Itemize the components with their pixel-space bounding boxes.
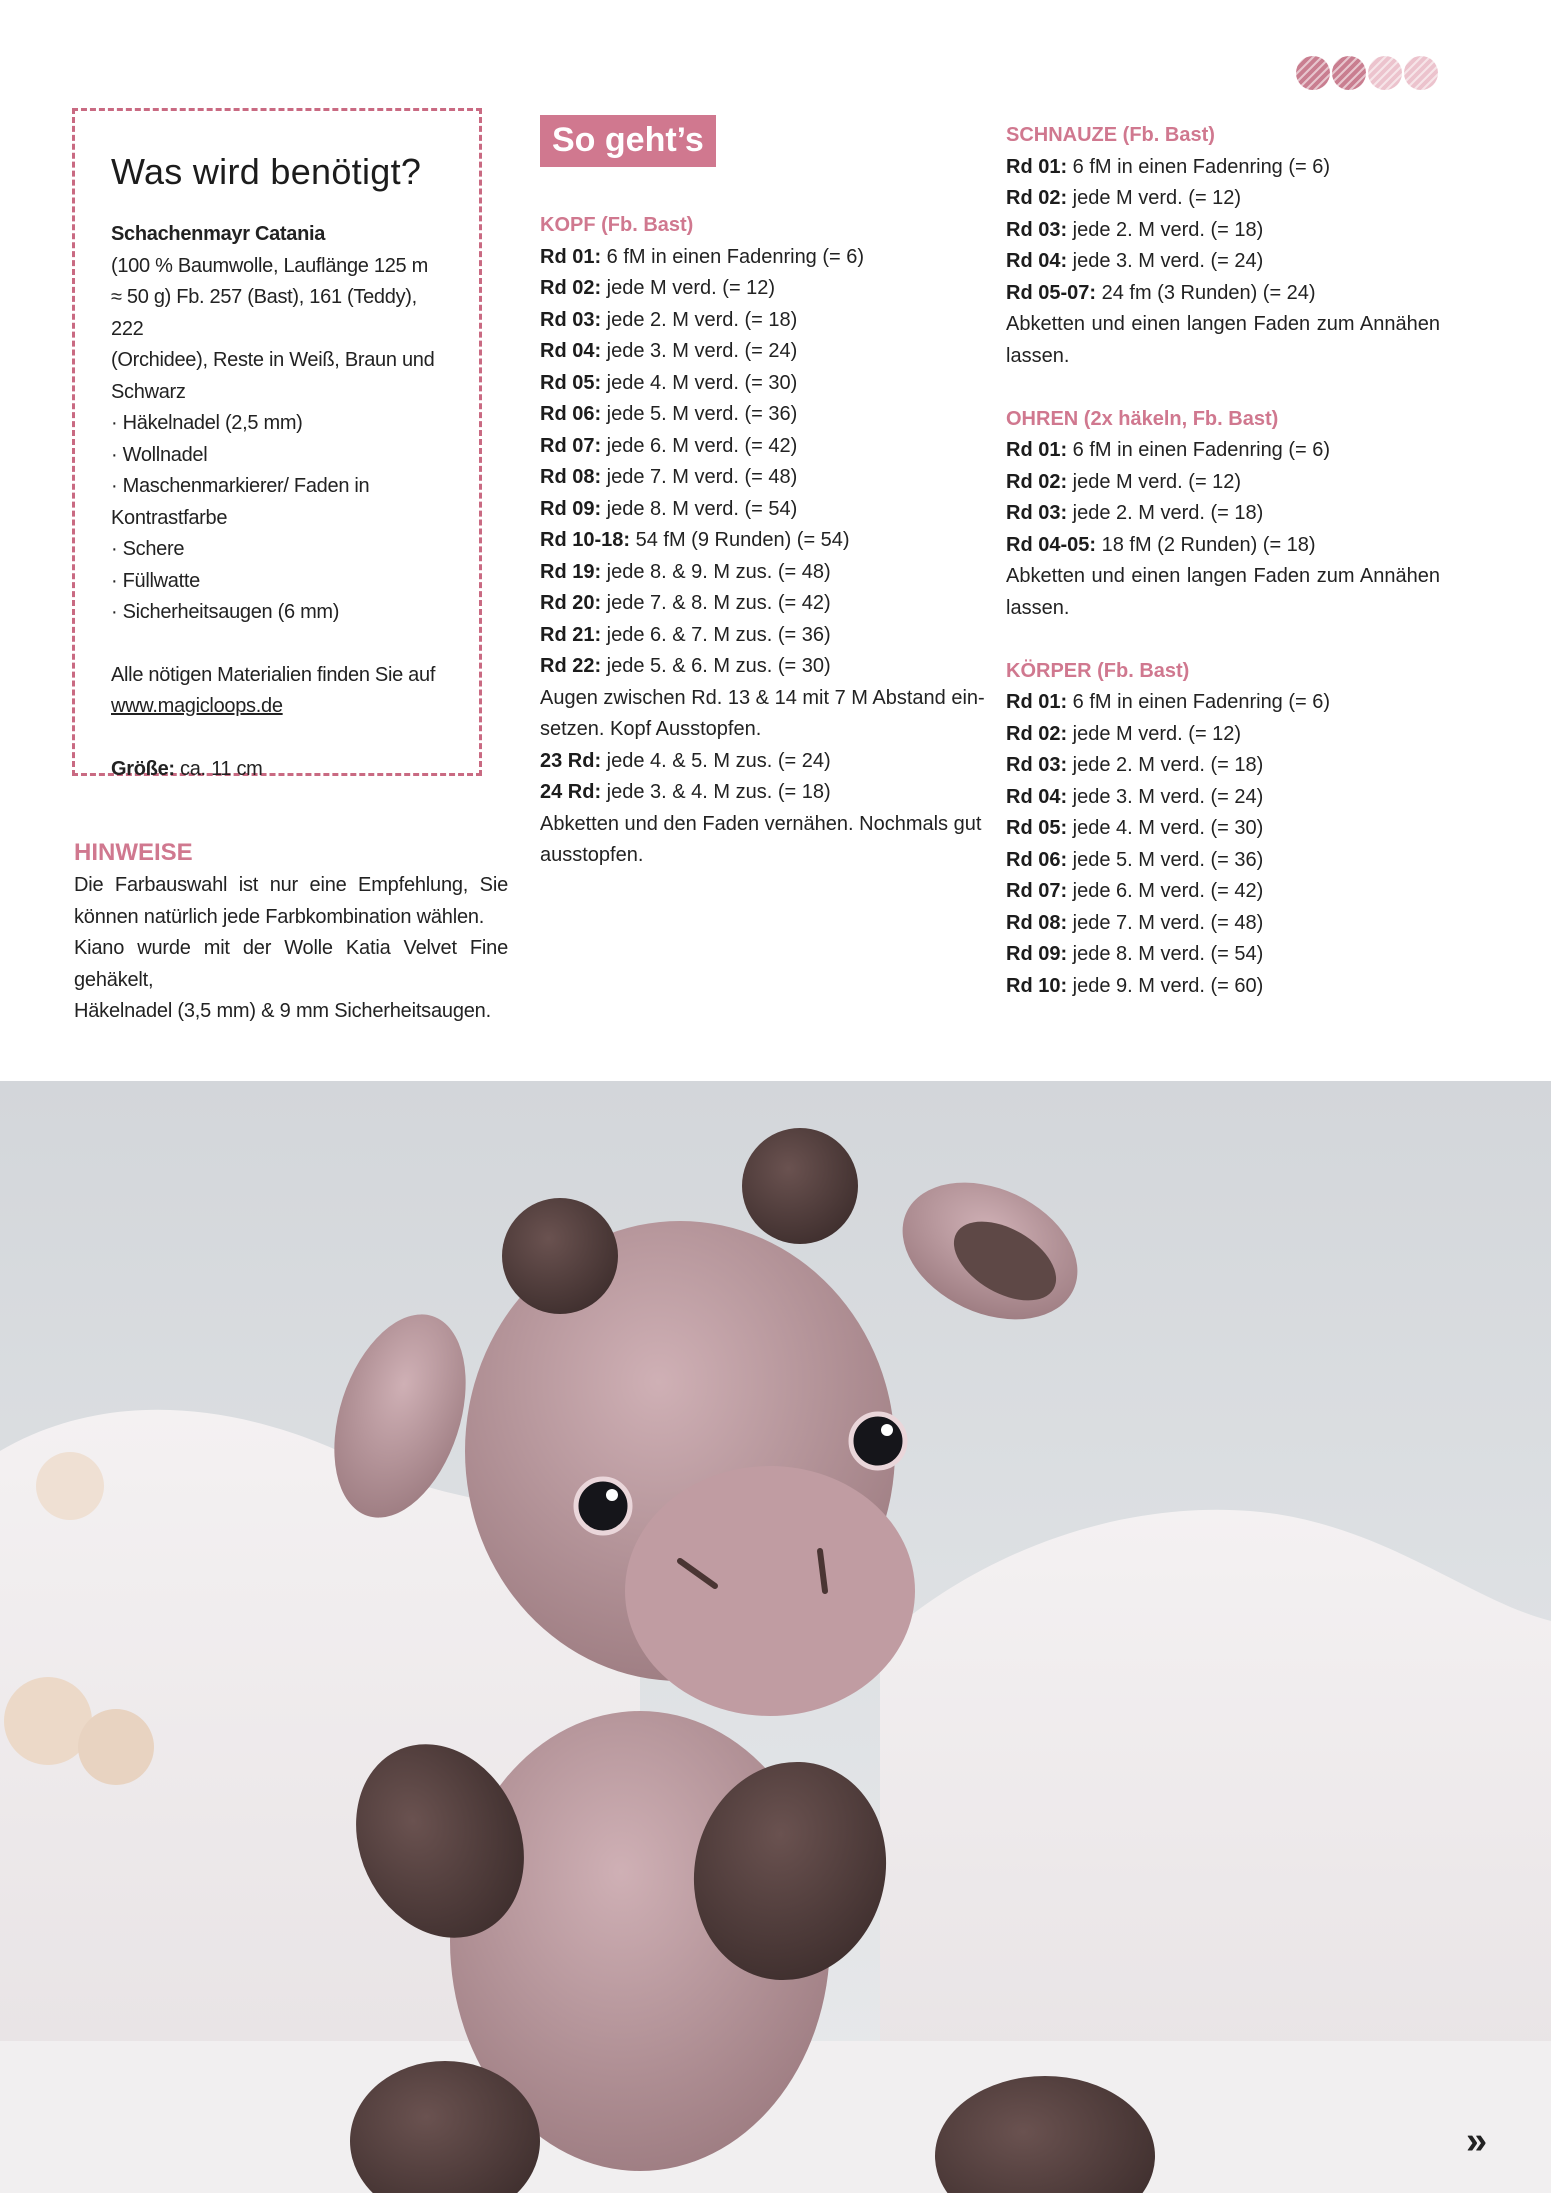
round-row [540,368,976,400]
round-row [540,273,976,305]
round-row [1006,498,1440,530]
round-text: 6 fM in einen Fadenring (= 6) [1067,439,1331,461]
round-label: Rd 02: [540,277,602,299]
round-label: Rd 05: [540,371,602,394]
yarn-line: ≈ 50 g) Fb. 257 (Bast), 161 (Teddy), 222 [111,286,417,340]
round-row [540,777,976,809]
round-text: jede M verd. (= 12) [1067,722,1242,745]
tool-item: · Sicherheitsaugen (6 mm) [111,601,340,623]
tool-item: · Schere [111,538,185,560]
materials-note: Alle nötigen Materialien finden Sie auf [111,663,436,686]
round-label: Rd 02: [1006,187,1068,209]
hint-line: können natürlich jede Farbkombination wählen. [74,905,485,928]
round-label: Rd 03: [540,308,602,331]
round-row [1006,183,1440,215]
round-text: jede 3. M verd. (= 24) [1067,250,1264,272]
round-row [1006,845,1440,877]
yarn-ball-icon [1296,56,1330,90]
round-text: jede M verd. (= 12) [601,277,776,299]
round-label: Rd 22: [540,655,602,677]
round-text: jede 3. M verd. (= 24) [601,340,798,362]
round-row [540,305,976,337]
round-row [1006,939,1440,971]
round-row [540,431,976,463]
round-text: jede 7. & 8. M zus. (= 42) [601,592,831,614]
tool-item: · Maschenmarkierer/ Faden in [111,475,370,497]
round-row [540,494,976,526]
yarn-ball-icon [1404,56,1438,90]
size-label: Größe: [111,757,175,780]
tool-item: · Füllwatte [111,569,200,592]
round-row [1006,908,1440,940]
round-label: Rd 04: [1006,785,1068,808]
snout-title: SCHNAUZE (Fb. Bast) [1006,124,1215,146]
next-page-arrow-icon[interactable]: » [1466,2120,1488,2162]
toy-horn-right [742,1128,858,1244]
wooden-bead [78,1709,154,1785]
head-title: KOPF (Fb. Bast) [540,214,694,236]
round-label: Rd 02: [1006,722,1068,745]
spacer [1006,624,1440,656]
yarn-line: Schwarz [111,380,186,403]
round-text: jede M verd. (= 12) [1067,187,1242,209]
round-text: jede 6. M verd. (= 42) [601,434,798,457]
round-label: Rd 09: [1006,943,1068,965]
round-label: Rd 01: [1006,439,1068,461]
ears-note-line: lassen. [1006,596,1070,619]
round-label: Rd 03: [1006,502,1068,524]
round-row [540,462,976,494]
hint-line: Häkelnadel (3,5 mm) & 9 mm Sicherheitsaugen. [74,1000,491,1022]
shop-link[interactable]: www.magicloops.de [111,695,283,717]
yarn-ball-icon [1368,56,1402,90]
round-text: 6 fM in einen Fadenring (= 6) [1067,155,1331,178]
round-text: 6 fM in einen Fadenring (= 6) [1067,691,1331,713]
tool-item: Kontrastfarbe [111,506,228,529]
snout-note-line: Abketten und einen langen Faden zum Annähen [1006,313,1440,335]
head-rounds [540,242,976,683]
round-row [1006,435,1440,467]
round-label: Rd 19: [540,560,602,583]
round-row [1006,750,1440,782]
round-row [1006,782,1440,814]
round-label: Rd 07: [540,434,602,457]
spacer [1006,372,1440,404]
round-text: jede 4. M verd. (= 30) [601,371,798,394]
round-label: Rd 06: [540,403,602,425]
toy-eye-right [851,1414,905,1468]
round-row [540,651,976,683]
hint-line: Kiano wurde mit der Wolle Katia Velvet Fine gehäkelt, [74,937,508,991]
round-row [540,746,976,778]
round-text: jede 2. M verd. (= 18) [601,308,798,331]
yarn-details [111,251,443,409]
round-text: jede 8. & 9. M zus. (= 48) [601,560,831,583]
round-label: Rd 01: [540,245,602,268]
toy-eye-left [576,1479,630,1533]
round-row [540,588,976,620]
round-text: jede M verd. (= 12) [1067,470,1242,493]
round-row [1006,876,1440,908]
round-row [1006,467,1440,499]
size-info [111,754,443,786]
round-text: jede 2. M verd. (= 18) [1067,502,1264,524]
round-row [1006,152,1440,184]
instructions-heading: So geht’s [540,115,716,167]
round-label: Rd 10: [1006,974,1068,997]
round-row [540,336,976,368]
round-label: Rd 04-05: [1006,533,1097,556]
round-label: Rd 03: [1006,754,1068,776]
round-label: Rd 04: [1006,250,1068,272]
round-row [540,525,976,557]
head-finish-line: Abketten und den Faden vernähen. Nochmals gut [540,812,982,835]
round-text: jede 5. & 6. M zus. (= 30) [601,655,831,677]
tool-item: · Häkelnadel (2,5 mm) [111,412,303,434]
round-label: Rd 03: [1006,218,1068,241]
snout-note-line: lassen. [1006,344,1070,367]
round-text: jede 7. M verd. (= 48) [601,466,798,488]
toy-horn-left [502,1198,618,1314]
round-row [1006,278,1440,310]
eye-highlight [606,1489,618,1501]
round-label: Rd 07: [1006,880,1068,902]
round-row [540,242,976,274]
round-label: Rd 01: [1006,155,1068,178]
round-label: Rd 06: [1006,848,1068,871]
round-label: Rd 02: [1006,470,1068,493]
amigurumi-photo [0,1081,1551,2193]
round-row [1006,813,1440,845]
round-row [1006,971,1440,1003]
round-row [540,557,976,589]
round-text: jede 3. M verd. (= 24) [1067,785,1264,808]
round-text: jede 3. & 4. M zus. (= 18) [601,781,831,803]
difficulty-indicator [1296,56,1438,90]
round-text: 18 fM (2 Runden) (= 18) [1096,533,1316,556]
round-text: jede 2. M verd. (= 18) [1067,218,1264,241]
round-text: jede 7. M verd. (= 48) [1067,911,1264,934]
hint-line: Die Farbauswahl ist nur eine Empfehlung, Sie [74,874,508,896]
head-instructions [540,210,985,872]
ears-title: OHREN (2x häkeln, Fb. Bast) [1006,407,1279,430]
round-text: jede 8. M verd. (= 54) [1067,943,1264,965]
round-label: 24 Rd: [540,781,602,803]
yarn-line: (100 % Baumwolle, Lauflänge 125 m [111,254,428,277]
round-text: 54 fM (9 Runden) (= 54) [630,529,850,551]
round-text: jede 2. M verd. (= 18) [1067,754,1264,776]
round-label: Rd 08: [1006,911,1068,934]
yarn-brand: Schachenmayr Catania [111,223,326,245]
round-text: jede 6. M verd. (= 42) [1067,880,1264,902]
size-value: ca. 11 cm [180,757,263,780]
round-text: 6 fM in einen Fadenring (= 6) [601,245,865,268]
round-text: jede 5. M verd. (= 36) [1067,848,1264,871]
round-text: 24 fm (3 Runden) (= 24) [1096,281,1316,304]
round-label: Rd 05: [1006,817,1068,839]
yarn-ball-icon [1332,56,1366,90]
body-title: KÖRPER (Fb. Bast) [1006,659,1190,682]
round-label: Rd 09: [540,497,602,520]
materials-box [72,108,482,780]
round-text: jede 8. M verd. (= 54) [601,497,798,520]
eye-highlight [881,1424,893,1436]
round-label: Rd 20: [540,592,602,614]
round-label: Rd 21: [540,623,602,646]
round-text: jede 4. & 5. M zus. (= 24) [601,749,831,772]
round-text: jede 6. & 7. M zus. (= 36) [601,623,831,646]
round-text: jede 5. M verd. (= 36) [601,403,798,425]
round-row [1006,530,1440,562]
round-row [1006,687,1440,719]
materials-title: Was wird benötigt? [111,151,422,192]
head-note-line: setzen. Kopf Ausstopfen. [540,718,762,740]
round-row [1006,719,1440,751]
tools-list [111,408,443,629]
hints-title: HINWEISE [74,839,193,866]
toy-snout [625,1466,915,1716]
ears-note-line: Abketten und einen langen Faden zum Annähen [1006,565,1440,587]
round-row [540,620,976,652]
round-label: Rd 04: [540,340,602,362]
right-instructions [1006,120,1440,1002]
yarn-line: (Orchidee), Reste in Weiß, Braun und [111,349,435,371]
round-text: jede 4. M verd. (= 30) [1067,817,1264,839]
hints-section [74,836,508,1028]
round-label: Rd 01: [1006,691,1068,713]
round-row [540,399,976,431]
head-note-line: Augen zwischen Rd. 13 & 14 mit 7 M Abstand ein- [540,686,985,709]
amigurumi-illustration [0,1081,1551,2193]
round-label: 23 Rd: [540,749,602,772]
round-label: Rd 10-18: [540,529,631,551]
round-text: jede 9. M verd. (= 60) [1067,974,1264,997]
tool-item: · Wollnadel [111,443,208,466]
round-label: Rd 05-07: [1006,281,1097,304]
wooden-bead [36,1452,104,1520]
round-label: Rd 08: [540,466,602,488]
head-finish-line: ausstopfen. [540,844,644,866]
round-row [1006,215,1440,247]
round-row [1006,246,1440,278]
